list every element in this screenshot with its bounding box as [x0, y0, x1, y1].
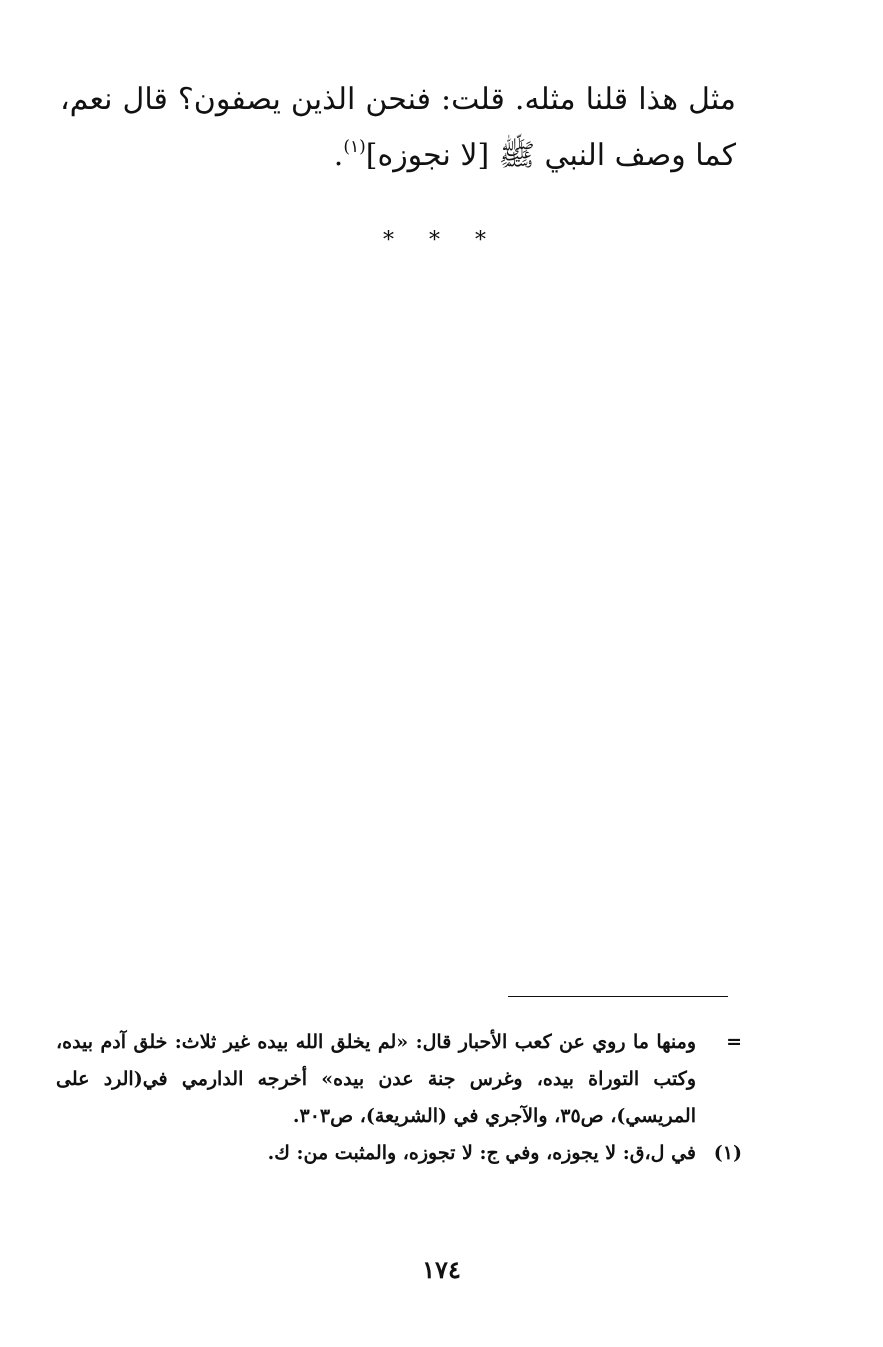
footnote-1-marker: (١) [713, 1142, 742, 1164]
footnote-continuation [56, 1024, 756, 1135]
main-paragraph-text: مثل هذا قلنا مثله. قلت: فنحن الذين يصفون؟ قال نعم، كما وصف النبي ﷺ [لا نجوزه] [60, 82, 736, 173]
footnote-1 [56, 1135, 756, 1172]
main-paragraph [60, 72, 736, 184]
footnote-reference[interactable]: (١) [343, 137, 366, 157]
main-paragraph-end: . [333, 138, 344, 173]
footnote-continuation-marker: = [726, 1031, 742, 1053]
footnote-1-text: في ل،ق: لا يجوزه، وفي ج: لا تجوزه، والمثبت من: ك. [267, 1142, 696, 1164]
footnotes-section [56, 1024, 756, 1172]
footnote-divider [508, 996, 728, 997]
page-number: ١٧٤ [422, 1255, 461, 1284]
section-separator: * * * [383, 228, 500, 253]
footnote-continuation-text: ومنها ما روي عن كعب الأحبار قال: «لم يخلق الله بيده غير ثلاث: خلق آدم بيده، وكتب التوراة بيده، وغرس جنة عدن بيده» أخرجه الدارمي في(الرد على المريسي)، ص٣٥، والآجري في (الشريعة)، ص٣٠٣. [56, 1031, 697, 1127]
